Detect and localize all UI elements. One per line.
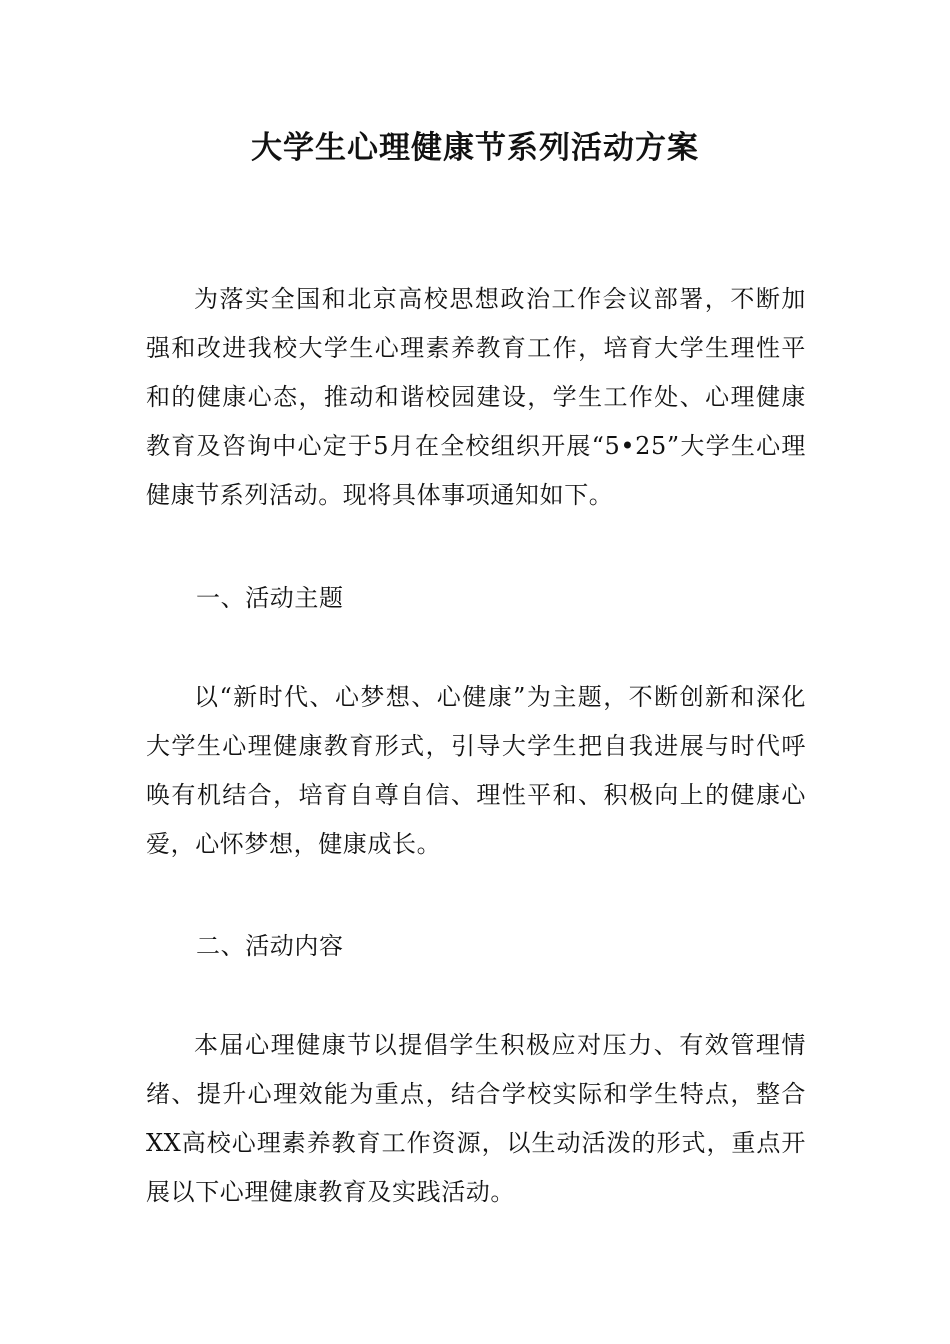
page-title: 大学生心理健康节系列活动方案 <box>251 130 699 166</box>
intro-paragraph: 为落实全国和北京高校思想政治工作会议部署，不断加强和改进我校大学生心理素养教育工作，培育大学生理性平和的健康心态，推动和谐校园建设，学生工作处、心理健康教育及咨询中心定于5月在全校组织开展“5•25”大学生心理健康节系列活动。现将具体事项通知如下。 <box>146 285 806 509</box>
content-paragraph: 本届心理健康节以提倡学生积极应对压力、有效管理情绪、提升心理效能为重点，结合学校实际和学生特点，整合XX高校心理素养教育工作资源，以生动活泼的形式，重点开展以下心理健康教育及实践活动。 <box>146 1031 806 1206</box>
theme-paragraph: 以“新时代、心梦想、心健康”为主题，不断创新和深化大学生心理健康教育形式，引导大学生把自我进展与时代呼唤有机结合，培育自尊自信、理性平和、积极向上的健康心爱，心怀梦想，健康成长。 <box>146 683 806 858</box>
section-heading-content: 二、活动内容 <box>196 932 344 960</box>
section-heading-theme: 一、活动主题 <box>196 584 344 612</box>
